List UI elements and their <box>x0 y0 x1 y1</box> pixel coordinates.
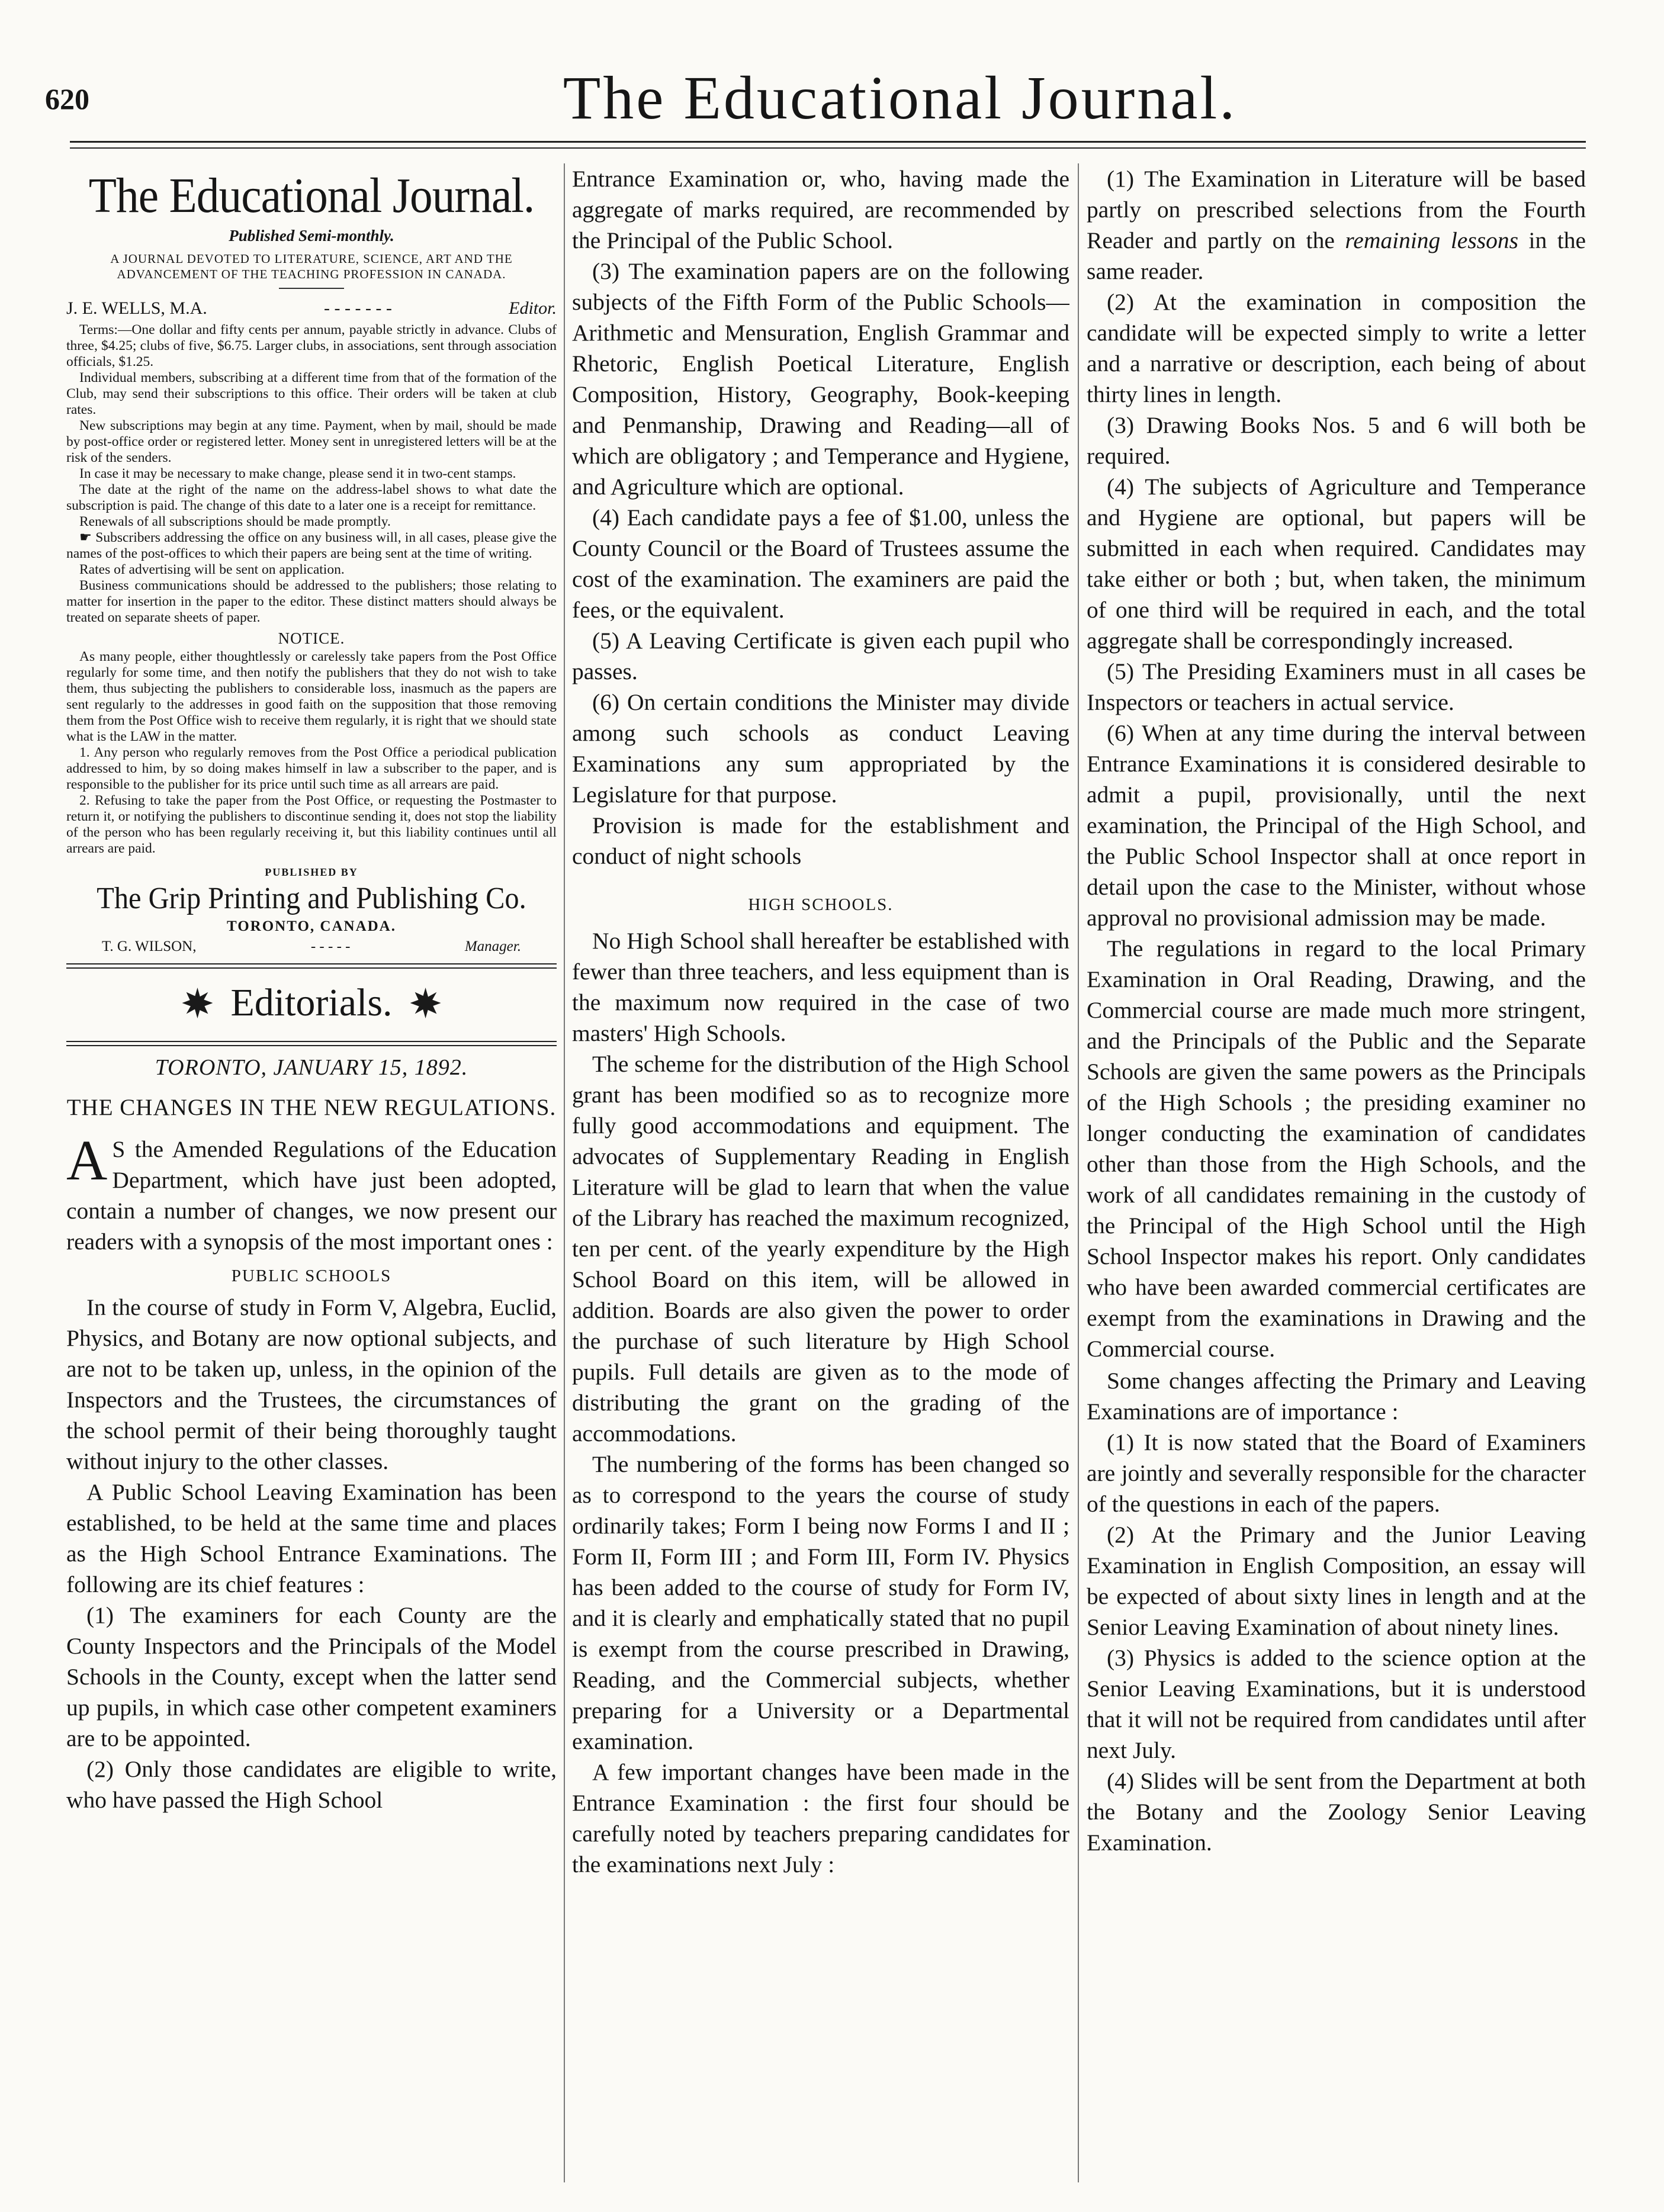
column-3 <box>1087 163 1586 2182</box>
terms-paragraph: Business communications should be addressed to the publishers; those relating to matter for insertion in the paper to the editor. These distinct matters should always be treated on separate sheets of paper. <box>66 578 557 625</box>
journal-description: A JOURNAL DEVOTED TO LITERATURE, SCIENCE, ART AND THE ADVANCEMENT OF THE TEACHING PROFESSION IN CANADA. <box>110 252 513 281</box>
ornament-star-icon <box>410 988 441 1018</box>
paragraph-text: (1) The Examination in Literature will be based partly on prescribed selections from the Fourth Reader and partly on the <box>1087 166 1586 253</box>
article-paragraph: (2) At the Primary and the Junior Leaving Examination in English Composition, an essay will be expected of about sixty lines in length and at the Senior Leaving Examination of about ninety lines. <box>1087 1522 1586 1640</box>
article-paragraph: (2) Only those candidates are eligible to write, who have passed the High School <box>66 1756 557 1813</box>
drop-cap: A <box>66 1128 108 1192</box>
article-paragraph: (3) Drawing Books Nos. 5 and 6 will both be required. <box>1087 412 1586 469</box>
publication-frequency: Published Semi-monthly. <box>229 227 394 245</box>
article-paragraph: (1) The examiners for each County are the County Inspectors and the Principals of the Model Schools in the County, except when the latter send up pupils, in which case other competent examiners are to be appointed. <box>66 1602 557 1751</box>
article-paragraph: (2) At the examination in composition the candidate will be expected simply to write a letter and a narrative or description, each being of about thirty lines in length. <box>1087 289 1586 407</box>
intro-paragraph <box>66 1128 557 1257</box>
short-rule <box>279 288 344 289</box>
article-paragraph: (3) Physics is added to the science option at the Senior Leaving Examinations, but it is understood that it will not be required from candidates until after next July. <box>1087 1645 1586 1763</box>
article-paragraph: (3) The examination papers are on the following subjects of the Fifth Form of the Public Schools—Arithmetic and Mensuration, English Grammar and Rhetoric, English Poetical Literature, English Composition, History, Geography, Book-keeping and Penmanship, Drawing and Reading—all of which are obligatory ; and Temperance and Hygiene, and Agriculture which are optional. <box>572 258 1069 500</box>
terms-paragraph: Renewals of all subscriptions should be made promptly. <box>79 514 391 529</box>
article-paragraph: Provision is made for the establishment and conduct of night schools <box>572 812 1069 869</box>
masthead-title: The Educational Journal. <box>563 64 1238 132</box>
article-paragraph: A Public School Leaving Examination has been established, to be held at the same time and places as the High School Entrance Examinations. The following are its chief features : <box>66 1479 557 1597</box>
editor-dashes: - - - - - - - <box>323 298 392 318</box>
notice-paragraph: 2. Refusing to take the paper from the Post Office, or requesting the Postmaster to return it, or notifying the publishers to discontinue sending it, does not stop the liability of the person who has been regularly receiving it, but this liability continues until all arrears are paid. <box>66 793 557 856</box>
article-paragraph: The scheme for the distribution of the High School grant has been modified so as to recognize more fully good accommodations and equipment. The advocates of Supplementary Reading in English Literature will be glad to learn that when the value of the Library has reached the maximum recognized, ten per cent. of the yearly expenditure by the High School Board on this item, will be allowed in addition. Boards are also given the power to order the purchase of such literature by High School pupils. Full details are given as to the mode of distributing the grant on the grading of the accommodations. <box>572 1051 1069 1446</box>
editor-name: J. E. WELLS, M.A. <box>66 298 207 318</box>
article-paragraph: (4) Each candidate pays a fee of $1.00, unless the County Council or the Board of Trustees assume the cost of the examination. The examiners are paid the fees, or the equivalent. <box>572 504 1069 623</box>
section-rule <box>66 963 557 969</box>
publisher-city: TORONTO, CANADA. <box>227 918 396 934</box>
editor-line <box>66 298 557 319</box>
editorials-banner <box>66 980 557 1025</box>
published-by-label: PUBLISHED BY <box>265 866 358 878</box>
article-paragraph: (1) It is now stated that the Board of Examiners are jointly and severally responsible for the character of the questions in each of the papers. <box>1087 1429 1586 1517</box>
article-paragraph: The regulations in regard to the local Primary Examination in Oral Reading, Drawing, and the Commercial course are made much more stringent, and the Principals of the Public and the Separate Schools are given the same powers as the Principals of the High Schools ; the presiding examiner no longer conducting the examination of candidates other than those from the High Schools, and the work of all candidates remaining in the custody of the Principal of the High School until the High School Inspector makes his report. Only candidates who have been awarded commercial certificates are exempt from the examinations in Drawing and the Commercial course. <box>1087 935 1586 1362</box>
editorials-heading: Editorials. <box>230 981 393 1024</box>
article-paragraph: (4) The subjects of Agriculture and Temperance and Hygiene are optional, but papers will be submitted in each when required. Candidates may take either or both ; but, when taken, the minimum of one third will be required in each, and the total aggregate shall be correspondingly increased. <box>1087 474 1586 654</box>
publisher-name: The Grip Printing and Publishing Co. <box>97 882 526 915</box>
terms-block <box>66 322 557 626</box>
notice-heading: NOTICE. <box>278 629 345 647</box>
column-divider-2 <box>1078 163 1079 2182</box>
notice-paragraph: As many people, either thoughtlessly or carelessly take papers from the Post Office regularly for some time, and then notify the publishers that they do not wish to take them, thus subjecting the publishers to considerable loss, inasmuch as the papers are sent regularly to the addresses in good faith on the supposition that those removing them from the Post Office wish to receive them regularly, it is right that we should state what is the LAW in the matter. <box>66 649 557 744</box>
article-paragraph: (6) When at any time during the interval between Entrance Examinations it is considered desirable to admit a pupil, provisionally, until the next examination, the Principal of the High School, and the Public School Inspector shall at once report in detail upon the case to the Minister, without whose approval no provisional admission may be made. <box>1087 720 1586 931</box>
terms-paragraph: Individual members, subscribing at a different time from that of the formation of the Club, may send their subscriptions to this office. Their orders will be taken at club rates. <box>66 370 557 417</box>
article-paragraph: In the course of study in Form V, Algebra, Euclid, Physics, and Botany are now optional subjects, and are not to be taken up, unless, in the opinion of the Inspectors and the Trustees, the circumstances of the school permit of their being thoroughly taught without injury to the other classes. <box>66 1294 557 1474</box>
article-paragraph: A few important changes have been made in the Entrance Examination : the first four should be carefully noted by teachers preparing candidates for the examinations next July : <box>572 1759 1069 1877</box>
manager-dashes: - - - - - <box>310 938 351 954</box>
article-paragraph: Some changes affecting the Primary and Leaving Examinations are of importance : <box>1087 1368 1586 1425</box>
section-rule <box>66 1041 557 1046</box>
article-paragraph: (5) A Leaving Certificate is given each pupil who passes. <box>572 628 1069 684</box>
notice-paragraph: 1. Any person who regularly removes from the Post Office a periodical publication addressed to him, by so doing makes himself in law a subscriber to the paper, and is responsible to the publisher for its price until such time as all arrears are paid. <box>66 745 557 792</box>
terms-paragraph: In case it may be necessary to make change, please send it in two-cent stamps. <box>79 466 516 481</box>
terms-paragraph: The date at the right of the name on the address-label shows to what date the subscription is paid. The change of this date to a later one is a receipt for remittance. <box>66 482 557 513</box>
manager-role: Manager. <box>464 938 521 954</box>
public-schools-heading: PUBLIC SCHOOLS <box>231 1266 392 1285</box>
article-paragraph <box>1087 163 1586 287</box>
dateline: TORONTO, JANUARY 15, 1892. <box>155 1055 468 1080</box>
high-schools-heading: HIGH SCHOOLS. <box>748 895 894 914</box>
paragraph-text: in the same reader. <box>1087 227 1586 284</box>
column-divider-1 <box>564 163 565 2182</box>
article-paragraph: (5) The Presiding Examiners must in all cases be Inspectors or teachers in actual service. <box>1087 658 1586 715</box>
article-paragraph: (6) On certain conditions the Minister may divide among such schools as conduct Leaving Examinations any sum appropriated by the Legislature for that purpose. <box>572 689 1069 808</box>
intro-text: S the Amended Regulations of the Education Department, which have just been adopted, contain a number of changes, we now present our readers with a synopsis of the most important ones : <box>66 1136 557 1255</box>
terms-paragraph: New subscriptions may begin at any time. Payment, when by mail, should be made by post-office order or registered letter. Money sent in unregistered letters will be at the risk of the senders. <box>66 418 557 465</box>
article-title: THE CHANGES IN THE NEW REGULATIONS. <box>66 1095 557 1120</box>
column-1 <box>66 163 557 2182</box>
terms-paragraph: ☛ Subscribers addressing the office on any business will, in all cases, please give the names of the post-offices to which their papers are being sent at the time of writing. <box>66 530 557 561</box>
page-number: 620 <box>45 82 89 115</box>
header-rule <box>70 141 1586 149</box>
terms-paragraph: Rates of advertising will be sent on application. <box>79 562 345 577</box>
manager-name: T. G. WILSON, <box>102 938 197 954</box>
editor-role: Editor. <box>509 298 557 318</box>
continued-paragraph: Entrance Examination or, who, having made the aggregate of marks required, are recommended by the Principal of the Public School. <box>572 166 1069 253</box>
journal-name: The Educational Journal. <box>88 168 535 223</box>
article-paragraph: No High School shall hereafter be established with fewer than three teachers, and less equipment than is the maximum now required in the case of two masters' High Schools. <box>572 928 1069 1046</box>
manager-line <box>102 938 521 955</box>
emphasis-text: remaining lessons <box>1345 227 1518 253</box>
article-paragraph: The numbering of the forms has been changed so as to correspond to the years the course of study ordinarily takes; Form I being now Forms I and II ; Form II, Form III ; and Form III, Form IV. Physics has been added to the course of study for Form IV, and it is clearly and emphatically stated that no pupil is exempt from the course prescribed in Drawing, Reading, and the Commercial subjects, whether preparing for a University or a Departmental examination. <box>572 1451 1069 1754</box>
article-paragraph: (4) Slides will be sent from the Department at both the Botany and the Zoology Senior Leaving Examination. <box>1087 1768 1586 1856</box>
ornament-star-icon <box>182 988 213 1018</box>
column-2 <box>572 163 1069 2182</box>
terms-paragraph: Terms:—One dollar and fifty cents per annum, payable strictly in advance. Clubs of three, $4.25; clubs of five, $6.75. Larger clubs, in associations, sent through association officials, $1.25. <box>66 322 557 369</box>
